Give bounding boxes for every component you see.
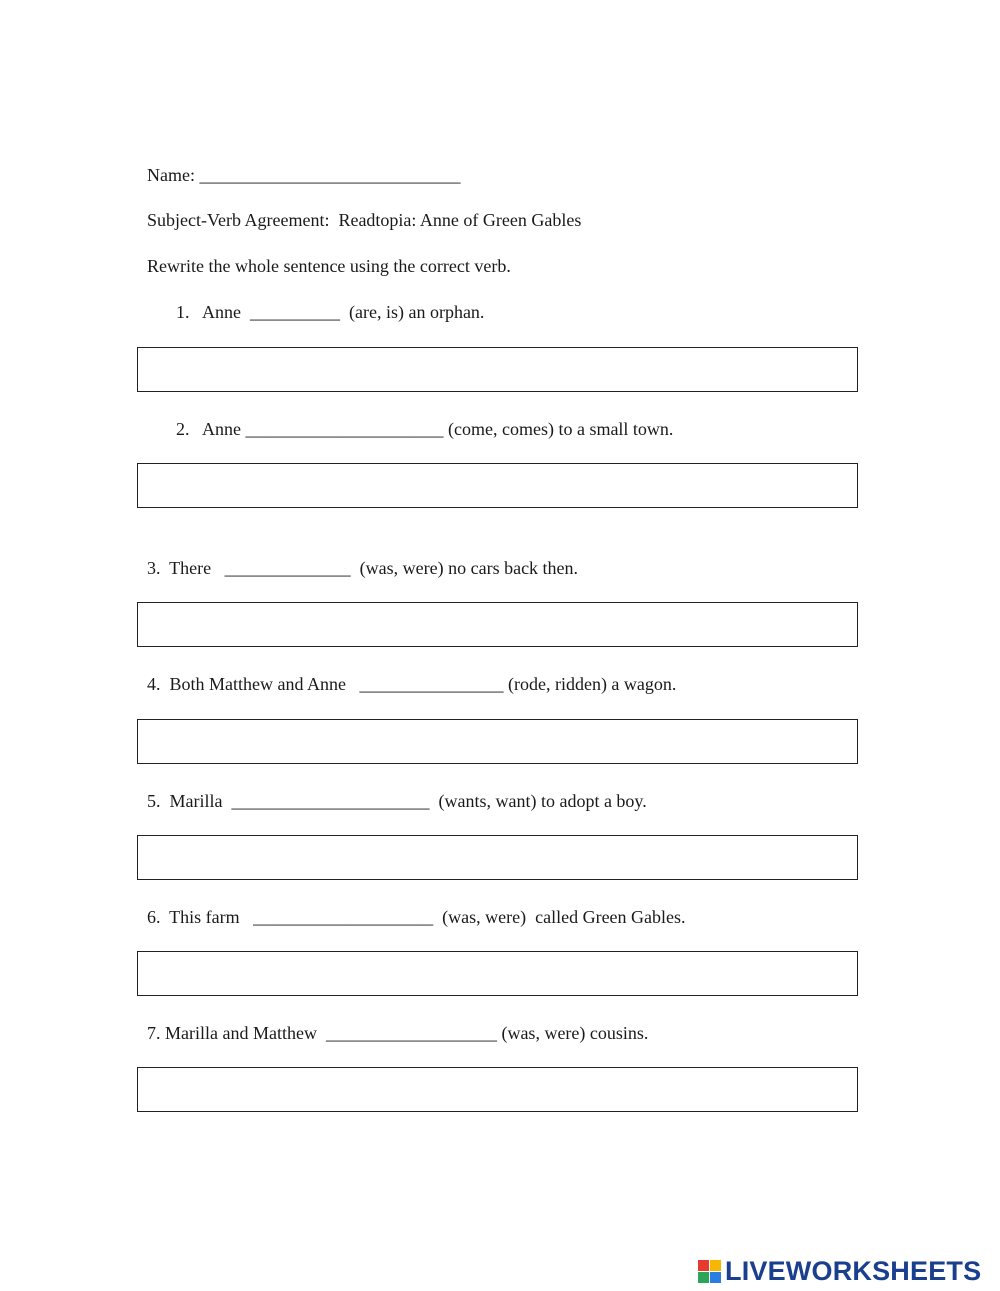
answer-box-1[interactable] — [137, 347, 858, 392]
logo-badge-icon — [698, 1260, 721, 1283]
answer-box-5[interactable] — [137, 835, 858, 880]
question-1: 1. Anne __________ (are, is) an orphan. — [176, 302, 485, 322]
question-2: 2. Anne ______________________ (come, comes) to a small town. — [176, 419, 674, 439]
badge-square-red — [698, 1260, 709, 1271]
answer-box-4[interactable] — [137, 719, 858, 764]
liveworksheets-logo[interactable] — [698, 1256, 981, 1286]
name-line: Name: _____________________________ — [147, 165, 461, 185]
badge-square-yellow — [710, 1260, 721, 1271]
question-4: 4. Both Matthew and Anne ________________ (rode, ridden) a wagon. — [147, 674, 677, 694]
question-3: 3. There ______________ (was, were) no cars back then. — [147, 558, 579, 578]
worksheet-title: Subject-Verb Agreement: Readtopia: Anne of Green Gables — [147, 210, 582, 230]
question-6: 6. This farm ____________________ (was, were) called Green Gables. — [147, 907, 686, 927]
answer-box-7[interactable] — [137, 1067, 858, 1112]
instruction: Rewrite the whole sentence using the correct verb. — [147, 256, 511, 276]
logo-text: LIVEWORKSHEETS — [725, 1256, 982, 1286]
answer-box-3[interactable] — [137, 602, 858, 647]
answer-box-6[interactable] — [137, 951, 858, 996]
badge-square-blue — [710, 1272, 721, 1283]
badge-square-green — [698, 1272, 709, 1283]
question-5: 5. Marilla ______________________ (wants, want) to adopt a boy. — [147, 791, 647, 811]
answer-box-2[interactable] — [137, 463, 858, 508]
question-7: 7. Marilla and Matthew ___________________ (was, were) cousins. — [147, 1023, 649, 1043]
